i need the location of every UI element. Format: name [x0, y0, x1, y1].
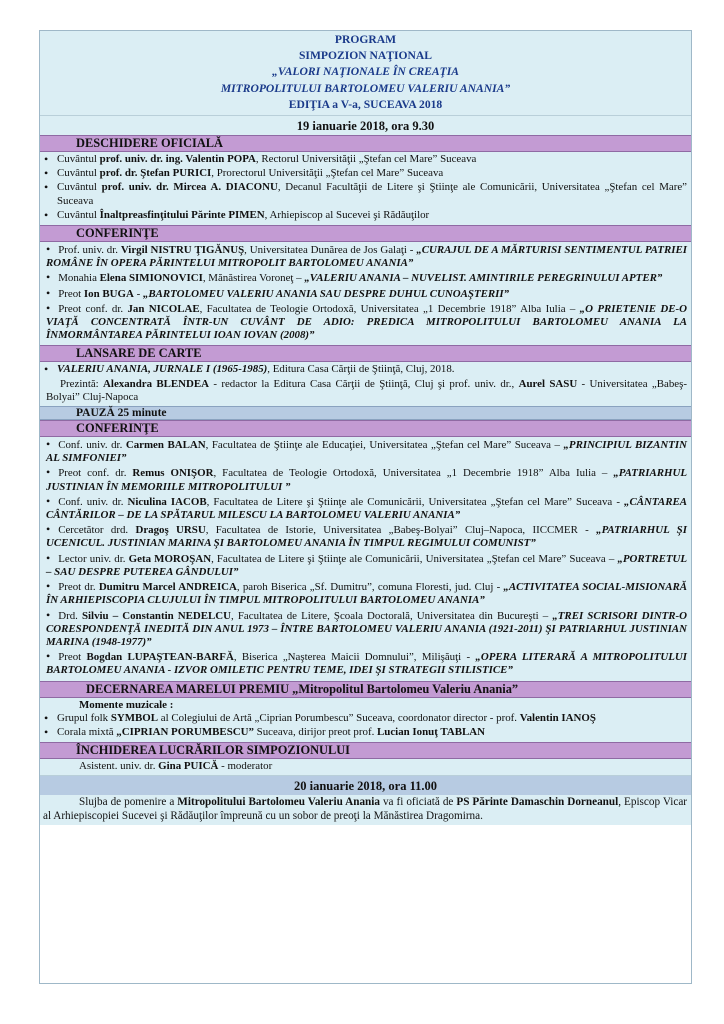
- section-closing-title: ÎNCHIDEREA LUCRĂRILOR SIMPOZIONULUI: [40, 742, 691, 759]
- program-document: [39, 30, 692, 984]
- list-item: • Prof. univ. dr. Virgil NISTRU ŢIGĂNUŞ, Universitatea Dunărea de Jos Galaţi - „CURAJUL DE A MĂRTURISI SENTIMENTUL PATRIEI ROMÂNE ÎN OPERA PĂRINTELUI MITROPOLIT BARTOLOMEU ANANIA”: [43, 243, 687, 270]
- list-item: • Corala mixtă „CIPRIAN PORUMBESCU” Suceava, dirijor preot prof. Lucian Ionuţ TABLAN: [43, 726, 687, 739]
- section-conferences-1-title: CONFERINŢE: [40, 225, 691, 242]
- section-conferences-1: [40, 242, 691, 345]
- section-book-launch: [40, 362, 691, 406]
- header-edition: EDIŢIA a V-a, SUCEAVA 2018: [288, 97, 443, 111]
- list-item: • Conf. univ. dr. Carmen BALAN, Facultatea de Ştiinţe ale Educaţiei, Universitatea „Ştefan cel Mare” Suceava – „PRINCIPIUL BIZANTIN AL SIMFONIEI”: [43, 438, 687, 465]
- list-item: • Cuvântul prof. univ. dr. Mircea A. DIACONU, Decanul Facultăţii de Litere şi Ştiinţe ale Comunicării, Universitatea „Ştefan cel Mare” Suceava: [43, 181, 687, 207]
- document-header: [40, 31, 691, 115]
- list-item: • Lector univ. dr. Geta MOROŞAN, Facultatea de Litere şi Ştiinţe ale Comunicării, Universitatea „Ştefan cel Mare” Suceava – „PORTRETUL – SAU DESPRE PUTEREA GÂNDULUI”: [43, 552, 687, 579]
- list-item: • Cuvântul Înaltpreasfinţitului Părinte PIMEN, Arhiepiscop al Sucevei şi Rădăuţilor: [43, 209, 687, 222]
- section-opening-title: DESCHIDERE OFICIALĂ: [40, 135, 691, 152]
- book-presenters: Prezintă: Alexandra BLENDEA - redactor la Editura Casa Cărţii de Ştiinţă, Cluj şi prof. univ. dr., Aurel SASU - Universitatea „Babeş-Bolyai” Cluj-Napoca: [46, 377, 687, 403]
- list-item: • Grupul folk SYMBOL al Colegiului de Artă „Ciprian Porumbescu” Suceava, coordonator director - prof. Valentin IANOŞ: [43, 712, 687, 725]
- music-moments-label: Momente muzicale :: [79, 698, 174, 711]
- list-item: • Cuvântul prof. univ. dr. ing. Valentin POPA, Rectorul Universităţii „Ştefan cel Mare” Suceava: [43, 153, 687, 166]
- section-award: [40, 698, 691, 743]
- day2-date: 20 ianuarie 2018, ora 11.00: [40, 775, 691, 795]
- header-title-2: MITROPOLITULUI BARTOLOMEU VALERIU ANANIA”: [220, 81, 511, 95]
- section-book-launch-title: LANSARE DE CARTE: [40, 345, 691, 362]
- list-item: • Cercetător drd. Dragoş URSU, Facultatea de Istorie, Universitatea „Babeş-Bolyai” Cluj–Napoca, IICCMER - „PATRIARHUL ŞI UCENICUL. JUSTINIAN MARINA ŞI BARTOLOMEU ANANIA ÎN TIMPUL REGIMULUI COMUNIST”: [43, 523, 687, 550]
- memorial-service-text: Slujba de pomenire a Mitropolitului Bartolomeu Valeriu Anania va fi oficiată de PS Părinte Damaschin Dorneanul, Episcop Vicar al Arhiepiscopiei Sucevei şi Rădăuţilor împreună cu un sobor de preoţi la Mănăstirea Dragomirna.: [40, 795, 691, 825]
- section-opening: [40, 152, 691, 225]
- list-item: • Preot conf. dr. Remus ONIŞOR, Facultatea de Teologie Ortodoxă, Universitatea „1 Decembrie 1918” Alba Iulia – „PATRIARHUL JUSTINIAN ÎN MEMORIILE MITROPOLITULUI ”: [43, 466, 687, 493]
- section-closing: [40, 759, 691, 775]
- list-item: • Drd. Silviu – Constantin NEDELCU, Facultatea de Litere, Şcoala Doctorală, Universitatea din Bucureşti – „TREI SCRISORI DINTR-O CORESPONDENŢĂ INEDITĂ DIN ANUL 1973 – ÎNTRE BARTOLOMEU VALERIU ANANIA (1921-2011) ŞI PATRIARHUL JUSTINIAN MARINA (1948-1977)”: [43, 609, 687, 650]
- pause-banner: PAUZĂ 25 minute: [40, 406, 691, 420]
- header-title-1: „VALORI NAŢIONALE ÎN CREAŢIA: [272, 65, 459, 79]
- list-item: • Monahia Elena SIMIONOVICI, Mănăstirea Voroneţ – „VALERIU ANANIA – NUVELIST. AMINTIRILE PEREGRINULUI APTER”: [43, 271, 687, 285]
- section-conferences-2-title: CONFERINŢE: [40, 420, 691, 437]
- header-program: PROGRAM: [334, 33, 397, 46]
- list-item: • Conf. univ. dr. Niculina IACOB, Facultatea de Litere şi Ştiinţe ale Comunicării, Universitatea „Ştefan cel Mare” Suceava - „CÂNTAREA CÂNTĂRILOR – DE LA SPĂTARUL MILESCU LA BARTOLOMEU VALERIU ANANIA”: [43, 495, 687, 522]
- list-item: • Preot conf. dr. Jan NICOLAE, Facultatea de Teologie Ortodoxă, Universitatea „1 Decembrie 1918” Alba Iulia – „O PRIETENIE DE-O VIAŢĂ CONCENTRATĂ ÎNTR-UN CUVÂNT DE ADIO: PREDICA MITROPOLITULUI BARTOLOMEU ANANIA LA ÎNMORMÂNTAREA PĂRINTELUI IOAN IOVAN (2008)”: [43, 302, 687, 343]
- list-item: • Preot dr. Dumitru Marcel ANDREICA, paroh Biserica „Sf. Dumitru”, comuna Floresti, jud. Cluj - „ACTIVITATEA SOCIAL-MISIONARĂ ÎN ARHIEPISCOPIA CLUJULUI ÎN TIMPUL MITROPOLITULUI BARTOLOMEU ANANIA”: [43, 580, 687, 607]
- list-item: • Cuvântul prof. dr. Ştefan PURICI, Prorectorul Universităţii „Ştefan cel Mare” Suceava: [43, 167, 687, 180]
- section-award-title: DECERNAREA MARELUI PREMIU „Mitropolitul Bartolomeu Valeriu Anania”: [40, 681, 691, 698]
- list-item: • VALERIU ANANIA, JURNALE I (1965-1985), Editura Casa Cărţii de Ştiinţă, Cluj, 2018.: [43, 363, 687, 376]
- list-item: • Preot Bogdan LUPAŞTEAN-BARFĂ, Biserica „Naşterea Maicii Domnului”, Milişăuţi - „OPERA LITERARĂ A MITROPOLITULUI BARTOLOMEU ANANIA - IZVOR OMILETIC PENTRU TEME, IDEI ŞI STRATEGII STILISTICE”: [43, 650, 687, 677]
- header-symposium: SIMPOZION NAŢIONAL: [298, 49, 433, 63]
- day1-date: 19 ianuarie 2018, ora 9.30: [40, 115, 691, 135]
- moderator-line: Asistent. univ. dr. Gina PUICĂ - moderator: [79, 760, 273, 773]
- list-item: • Preot Ion BUGA - „BARTOLOMEU VALERIU ANANIA SAU DESPRE DUHUL CUNOAŞTERII”: [43, 287, 687, 301]
- section-conferences-2: [40, 437, 691, 680]
